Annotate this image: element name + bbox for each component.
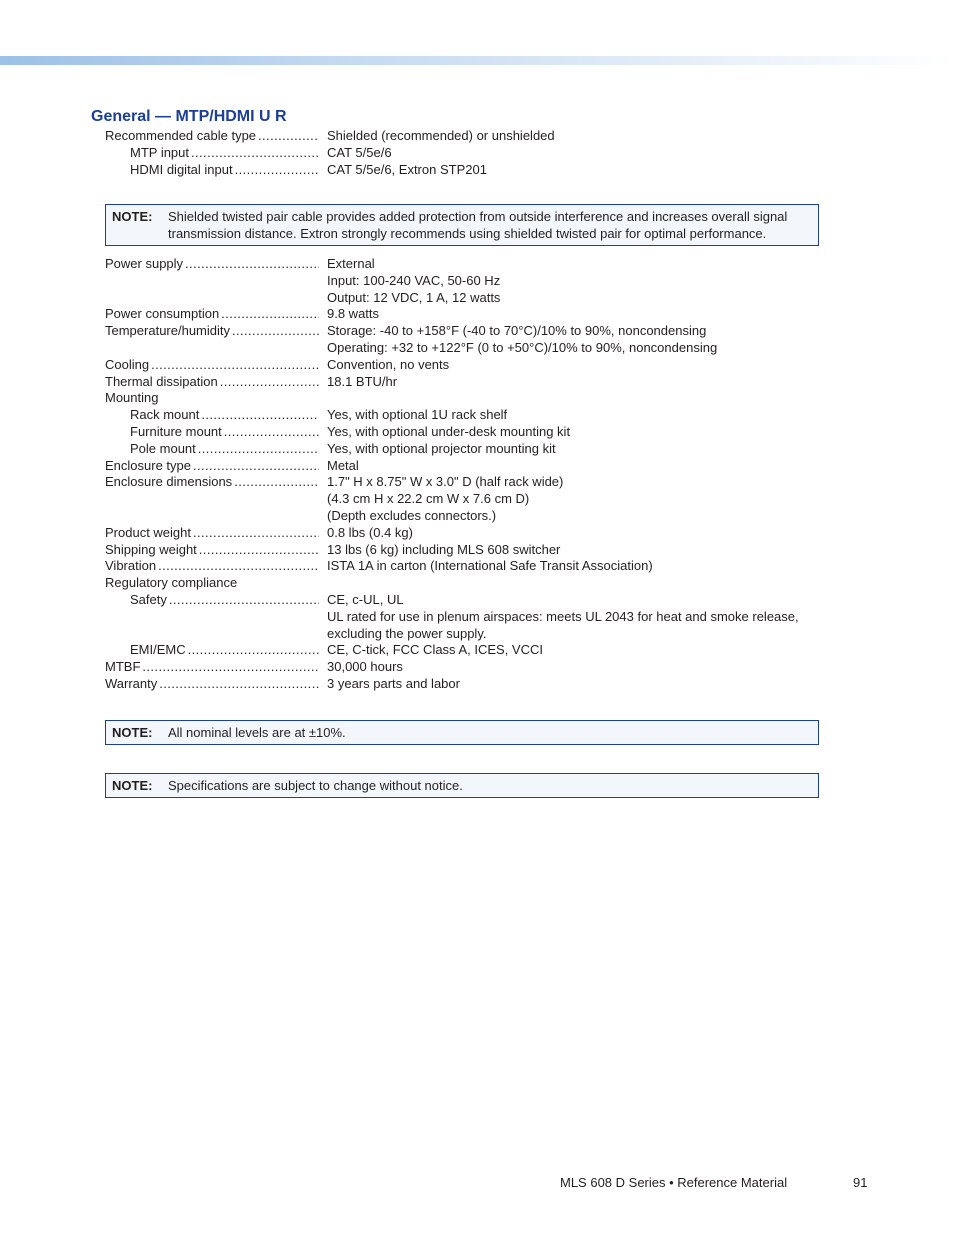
leader-dots	[230, 323, 319, 340]
spec-label: Vibration	[105, 558, 157, 574]
leader-dots	[191, 458, 319, 475]
spec-row	[105, 407, 825, 424]
spec-value	[319, 441, 825, 458]
spec-label: Power supply	[105, 256, 184, 271]
spec-row	[105, 306, 825, 323]
spec-row	[105, 575, 825, 592]
note-box-change	[105, 773, 819, 798]
spec-row	[105, 145, 825, 162]
spec-row	[105, 542, 825, 559]
spec-value-line: 0.8 lbs (0.4 kg)	[327, 524, 413, 540]
spec-label-cell	[105, 642, 319, 659]
spec-label-cell	[105, 558, 319, 575]
page-number: 91	[853, 1175, 868, 1190]
spec-row	[105, 128, 825, 145]
spec-label: Recommended cable type	[105, 128, 257, 143]
section-heading: General — MTP/HDMI U R	[91, 108, 287, 125]
spec-value-line: CAT 5/5e/6, Extron STP201	[327, 161, 487, 177]
spec-label: Power consumption	[105, 306, 220, 322]
spec-value	[319, 474, 825, 524]
leader-dots	[196, 441, 319, 458]
spec-value	[319, 145, 825, 162]
leader-dots	[140, 659, 319, 676]
leader-dots	[156, 558, 319, 575]
spec-label-cell	[105, 424, 319, 441]
spec-value-line: Output: 12 VDC, 1 A, 12 watts	[327, 289, 501, 305]
spec-row	[105, 357, 825, 374]
spec-value-line: Input: 100-240 VAC, 50-60 Hz	[327, 272, 501, 288]
spec-value-line: 9.8 watts	[327, 306, 380, 322]
spec-label-cell	[105, 441, 319, 458]
leader-dots	[232, 474, 319, 491]
spec-label: Temperature/humidity	[105, 323, 230, 339]
spec-value-line: Metal	[327, 457, 359, 473]
spec-value	[319, 162, 825, 179]
spec-value-line: (Depth excludes connectors.)	[327, 507, 497, 523]
spec-label: HDMI digital input	[130, 161, 233, 177]
spec-label: Shipping weight	[105, 541, 197, 557]
spec-value-line: 1.7" H x 8.75" W x 3.0" D (half rack wide)	[327, 474, 564, 490]
leader-dots	[183, 256, 319, 273]
leader-dots	[167, 592, 319, 609]
note-label: NOTE:	[112, 778, 153, 793]
leader-dots	[149, 357, 319, 374]
spec-label-cell	[105, 357, 319, 374]
spec-value	[319, 424, 825, 441]
spec-label-cell	[105, 474, 319, 491]
spec-row	[105, 162, 825, 179]
general-spec-list	[105, 128, 825, 178]
spec-row	[105, 525, 825, 542]
spec-label: Regulatory compliance	[105, 575, 238, 591]
note-text: Specifications are subject to change without notice.	[168, 778, 463, 793]
spec-value-line: CAT 5/5e/6	[327, 144, 392, 160]
spec-label: Pole mount	[130, 440, 196, 456]
spec-row	[105, 642, 825, 659]
spec-value-line: 18.1 BTU/hr	[327, 373, 398, 389]
spec-label: MTP input	[130, 144, 190, 160]
spec-value-line: CE, C-tick, FCC Class A, ICES, VCCI	[327, 642, 543, 658]
spec-row	[105, 374, 825, 391]
spec-label-cell	[105, 323, 319, 340]
spec-value-line: UL rated for use in plenum airspaces: meets UL 2043 for heat and smoke release,	[327, 608, 799, 624]
spec-label-cell	[105, 145, 319, 162]
spec-value	[319, 357, 825, 374]
spec-value	[319, 306, 825, 323]
spec-row	[105, 323, 825, 357]
spec-label-cell	[105, 256, 319, 273]
spec-value-line: Yes, with optional under-desk mounting kit	[327, 423, 571, 439]
spec-row	[105, 390, 825, 407]
leader-dots	[222, 424, 319, 441]
spec-label-cell	[105, 407, 319, 424]
spec-label-cell	[105, 676, 319, 693]
note-box-levels	[105, 720, 819, 745]
leader-dots	[157, 676, 319, 693]
spec-label-cell	[105, 592, 319, 609]
spec-label: Safety	[130, 591, 167, 607]
leader-dots	[191, 525, 319, 542]
spec-value-line: 13 lbs (6 kg) including MLS 608 switcher	[327, 541, 561, 557]
spec-label: Product weight	[105, 524, 191, 540]
spec-value-line: Yes, with optional 1U rack shelf	[327, 407, 508, 423]
spec-row	[105, 592, 825, 642]
spec-value-line: Yes, with optional projector mounting kit	[327, 440, 556, 456]
spec-value	[319, 592, 825, 642]
spec-list	[105, 256, 825, 693]
note-text: All nominal levels are at ±10%.	[168, 725, 346, 740]
note-label: NOTE:	[112, 725, 153, 740]
spec-row	[105, 256, 825, 306]
spec-label-cell	[105, 128, 319, 145]
spec-row	[105, 458, 825, 475]
spec-label: Mounting	[105, 390, 159, 406]
spec-label-cell	[105, 525, 319, 542]
leader-dots	[219, 306, 319, 323]
spec-value-line: Shielded (recommended) or unshielded	[327, 128, 555, 143]
leader-dots	[197, 542, 319, 559]
spec-value-line: ISTA 1A in carton (International Safe Transit Association)	[327, 558, 653, 574]
leader-dots	[199, 407, 319, 424]
spec-value-line: excluding the power supply.	[327, 625, 487, 641]
spec-label: Warranty	[105, 675, 158, 691]
spec-value	[319, 128, 825, 145]
spec-label: Cooling	[105, 356, 150, 372]
spec-value	[319, 458, 825, 475]
leader-dots	[218, 374, 319, 391]
spec-value-line: 3 years parts and labor	[327, 675, 460, 691]
spec-row	[105, 441, 825, 458]
leader-dots	[189, 145, 319, 162]
spec-label: Thermal dissipation	[105, 373, 218, 389]
spec-value-line: External	[327, 256, 375, 271]
leader-dots	[256, 128, 319, 145]
spec-label-cell	[105, 374, 319, 391]
footer-title: MLS 608 D Series • Reference Material	[560, 1175, 788, 1190]
spec-label: MTBF	[105, 659, 141, 675]
spec-label-cell	[105, 458, 319, 475]
spec-row	[105, 424, 825, 441]
spec-value	[319, 542, 825, 559]
spec-value-line: Storage: -40 to +158°F (-40 to 70°C)/10% to 90%, noncondensing	[327, 323, 707, 339]
spec-value	[319, 676, 825, 693]
spec-label-cell	[105, 162, 319, 179]
spec-label: Enclosure dimensions	[105, 474, 233, 490]
spec-value-line: Operating: +32 to +122°F (0 to +50°C)/10% to 90%, noncondensing	[327, 339, 718, 355]
spec-value-line: (4.3 cm H x 22.2 cm W x 7.6 cm D)	[327, 491, 530, 507]
spec-row	[105, 676, 825, 693]
spec-value-line: Convention, no vents	[327, 356, 450, 372]
spec-label: Rack mount	[130, 407, 200, 423]
spec-label-cell	[105, 659, 319, 676]
spec-value	[319, 256, 825, 306]
spec-row	[105, 474, 825, 524]
leader-dots	[186, 642, 319, 659]
note-label: NOTE:	[112, 209, 153, 224]
spec-value	[319, 323, 825, 357]
spec-row	[105, 659, 825, 676]
spec-label: EMI/EMC	[130, 642, 186, 658]
spec-label-cell	[105, 390, 319, 407]
spec-value-line: CE, c-UL, UL	[327, 591, 404, 607]
spec-label: Enclosure type	[105, 457, 191, 473]
spec-value	[319, 659, 825, 676]
note-text: Shielded twisted pair cable provides added protection from outside interference and increases overall signal transmission distance. Extron strongly recommends using shielded twisted pair for optimal performance.	[168, 209, 788, 241]
spec-label-cell	[105, 575, 319, 592]
spec-value-line: 30,000 hours	[327, 659, 403, 675]
spec-row	[105, 558, 825, 575]
spec-value	[319, 642, 825, 659]
note-box-cable	[105, 204, 819, 246]
spec-value	[319, 525, 825, 542]
spec-label-cell	[105, 542, 319, 559]
header-gradient-bar	[0, 56, 954, 65]
spec-value	[319, 407, 825, 424]
spec-label-cell	[105, 306, 319, 323]
leader-dots	[233, 162, 319, 179]
spec-value	[319, 558, 825, 575]
spec-value	[319, 374, 825, 391]
spec-label: Furniture mount	[130, 423, 222, 439]
